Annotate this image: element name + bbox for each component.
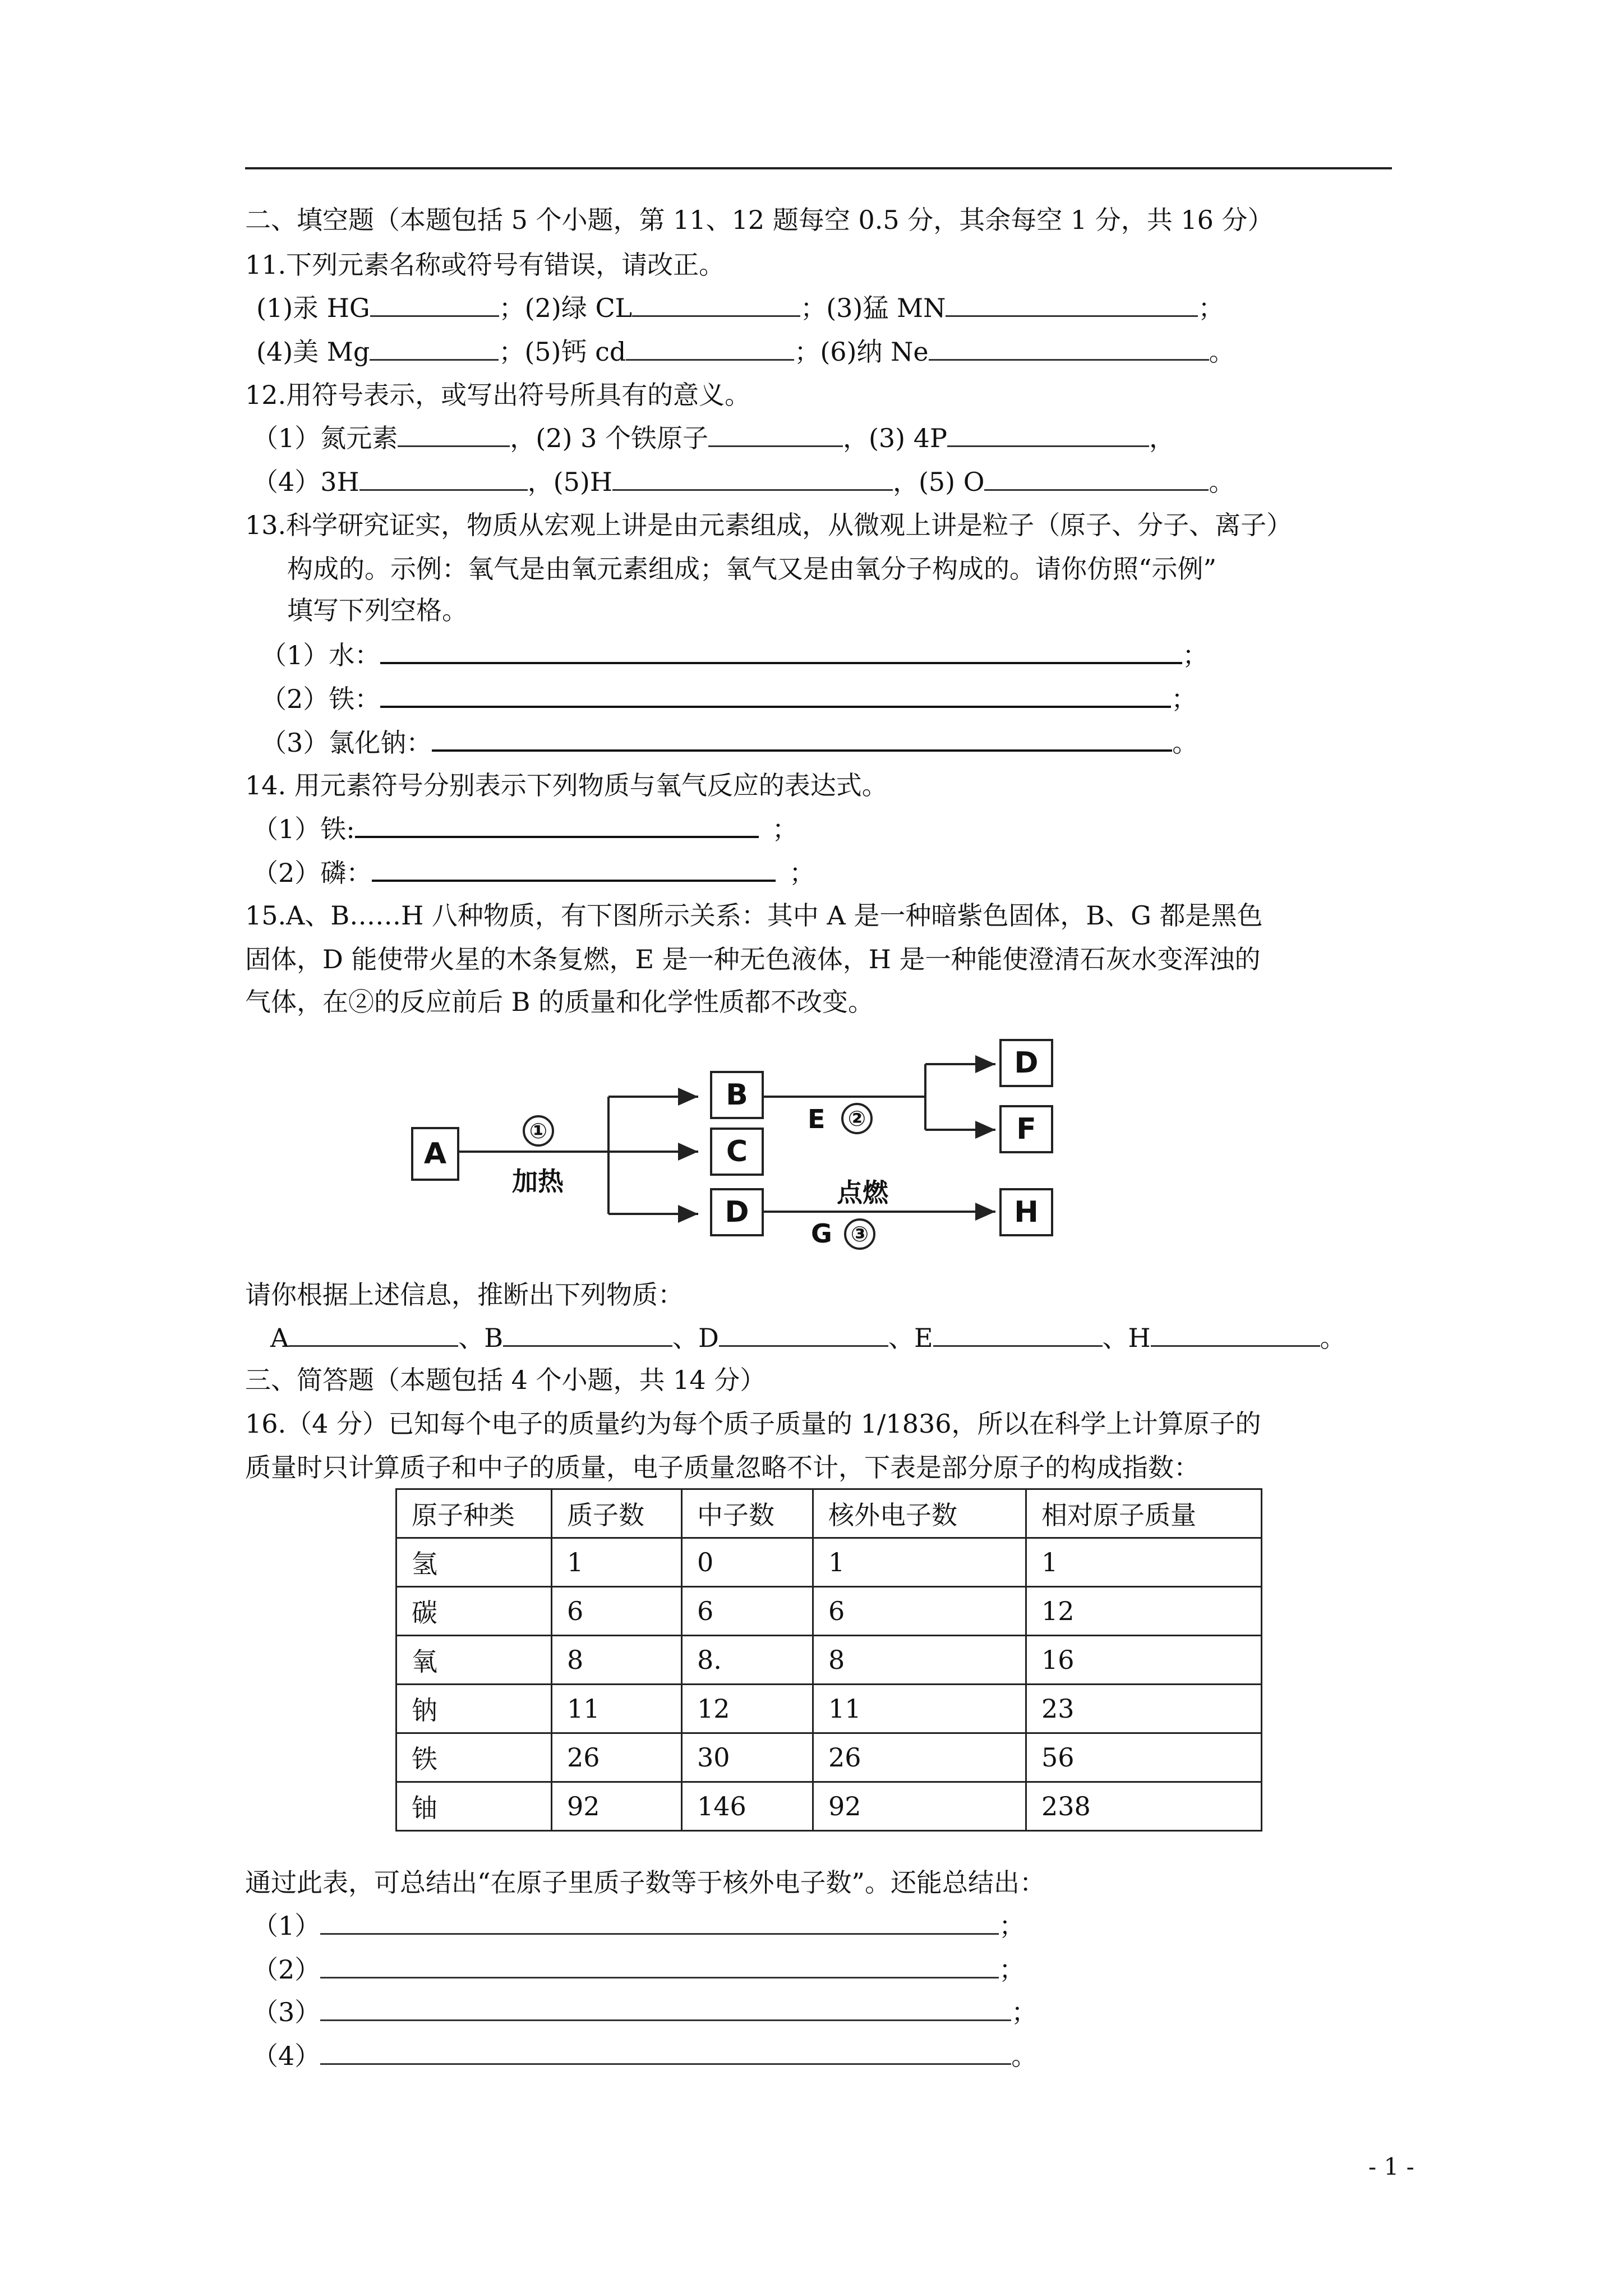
q16-item4: [252, 2039, 1037, 2073]
q14-item2-label: （2）磷：: [252, 858, 372, 888]
q15-stem-3: 气体，在②的反应前后 B 的质量和化学性质都不改变。: [245, 987, 874, 1017]
q12-item5: ，(5)H: [527, 467, 612, 497]
q12-item4: （4）3H: [252, 467, 359, 497]
table-cell: 铁: [396, 1733, 552, 1782]
box-d: D: [710, 1188, 764, 1236]
q13-stem-3: 填写下列空格。: [287, 595, 468, 625]
step-3-marker: ③: [844, 1218, 875, 1250]
q12-item1: （1）氮元素: [252, 423, 398, 453]
table-cell: 26: [813, 1733, 1026, 1782]
q15-blank-a[interactable]: [289, 1320, 458, 1347]
table-header-cell: 中子数: [682, 1489, 813, 1538]
box-h: H: [999, 1188, 1053, 1236]
q16-item2-end: ；: [999, 1954, 1025, 1985]
q13-item3-end: 。: [1172, 728, 1198, 758]
q13-stem-2: 构成的。示例：氧气是由氧元素组成；氧气又是由氧分子构成的。请你仿照“示例”: [287, 554, 1217, 584]
q13-item3-label: （3）氯化钠：: [261, 728, 432, 758]
q11-item2: ；(2)绿 CL: [499, 293, 633, 323]
q15-label-e: 、E: [888, 1323, 933, 1353]
q11-row2-end: 。: [1209, 337, 1235, 367]
q12-item2: ，(2) 3 个铁原子: [510, 423, 708, 453]
table-cell: 92: [813, 1782, 1026, 1831]
q16-item3-label: （3）: [252, 1997, 321, 2027]
q15-blank-h[interactable]: [1151, 1320, 1320, 1347]
q15-blank-d[interactable]: [719, 1320, 888, 1347]
q13-item2-end: ；: [1171, 684, 1197, 714]
q11-item1: (1)汞 HG: [256, 293, 370, 323]
table-cell: 8: [552, 1636, 682, 1685]
table-cell: 11: [552, 1685, 682, 1733]
table-cell: 6: [813, 1587, 1026, 1636]
table-cell: 铀: [396, 1782, 552, 1831]
q16-blank3[interactable]: [320, 1995, 1011, 2021]
table-cell: 56: [1026, 1733, 1262, 1782]
q15-label-h: 、H: [1102, 1323, 1151, 1353]
q14-item2-end: ；: [789, 858, 815, 888]
q16-blank2[interactable]: [320, 1952, 999, 1978]
step-3-condition: 点燃: [837, 1177, 888, 1208]
table-row: [396, 1636, 1262, 1685]
step-3-reagent: G: [811, 1218, 832, 1249]
table-cell: 氧: [396, 1636, 552, 1685]
q11-item3: ；(3)猛 MN: [800, 293, 946, 323]
table-cell: 26: [552, 1733, 682, 1782]
table-cell: 146: [682, 1782, 813, 1831]
table-cell: 6: [552, 1587, 682, 1636]
q16-item1-label: （1）: [252, 1911, 321, 1941]
q15-answers: [270, 1320, 1346, 1355]
table-cell: 0: [682, 1538, 813, 1587]
q11-item4: (4)美 Mg: [256, 337, 370, 367]
table-cell: 1: [1026, 1538, 1262, 1587]
section2-heading: 二、填空题（本题包括 5 个小题，第 11、12 题每空 0.5 分，其余每空 1 分，共 16 分）: [245, 205, 1274, 235]
table-header-cell: 核外电子数: [813, 1489, 1026, 1538]
q16-blank1[interactable]: [320, 1908, 999, 1935]
table-cell: 16: [1026, 1636, 1262, 1685]
q13-item1-label: （1）水：: [261, 640, 381, 670]
q12-item3: ，(3) 4P: [842, 423, 947, 453]
table-cell: 11: [813, 1685, 1026, 1733]
q15-stem-2: 固体，D 能使带火星的木条复燃，E 是一种无色液体，H 是一种能使澄清石灰水变浑浊的: [245, 944, 1261, 974]
step-2-reagent: E: [808, 1104, 826, 1134]
table-row: [396, 1587, 1262, 1636]
q16-item3-end: ；: [1011, 1997, 1038, 2027]
step-2-marker: ②: [841, 1103, 873, 1134]
box-b: B: [710, 1071, 764, 1119]
step-1-condition: 加热: [512, 1166, 564, 1197]
q11-item5: ；(5)钙 cd: [499, 337, 626, 367]
q16-item2-label: （2）: [252, 1954, 321, 1985]
table-header-cell: 相对原子质量: [1026, 1489, 1262, 1538]
q12-item6: ，(5) O: [892, 467, 985, 497]
q14-item1-label: （1）铁:: [252, 814, 355, 844]
table-cell: 12: [1026, 1587, 1262, 1636]
box-a: A: [411, 1127, 459, 1181]
q14-item1-end: ；: [772, 814, 798, 844]
q15-label-a: A: [270, 1323, 289, 1353]
q14-stem: 14. 用元素符号分别表示下列物质与氧气反应的表达式。: [245, 770, 888, 800]
q12-stem: 12.用符号表示，或写出符号所具有的意义。: [245, 380, 751, 410]
box-f: F: [999, 1105, 1053, 1153]
q13-item1-end: ；: [1182, 640, 1209, 670]
q15-prompt: 请你根据上述信息，推断出下列物质：: [245, 1280, 684, 1310]
q16-item1: [252, 1908, 1025, 1943]
table-cell: 1: [813, 1538, 1026, 1587]
q11-item6: ；(6)纳 Ne: [794, 337, 929, 367]
table-cell: 1: [552, 1538, 682, 1587]
table-cell: 8: [813, 1636, 1026, 1685]
q11-row1-end: ；: [1198, 293, 1224, 323]
q16-stem-1: 16.（4 分）已知每个电子的质量约为每个质子质量的 1/1836，所以在科学上计算原子的: [245, 1409, 1261, 1439]
atom-composition-table: [395, 1488, 1262, 1832]
box-c: C: [710, 1128, 764, 1176]
q16-blank4[interactable]: [320, 2039, 1011, 2065]
table-header-row: [396, 1489, 1262, 1538]
q16-item3: [252, 1995, 1037, 2029]
section3-heading: 三、简答题（本题包括 4 个小题，共 14 分）: [245, 1365, 766, 1395]
table-header-cell: 原子种类: [396, 1489, 552, 1538]
table-cell: 92: [552, 1782, 682, 1831]
table-row: [396, 1685, 1262, 1733]
q16-item1-end: ；: [999, 1911, 1025, 1941]
page-number: - 1 -: [1368, 2153, 1414, 2180]
q15-answers-end: 。: [1320, 1323, 1346, 1353]
q13-stem-1: 13.科学研究证实，物质从宏观上讲是由元素组成，从微观上讲是粒子（原子、分子、离子）: [245, 510, 1293, 540]
table-cell: 23: [1026, 1685, 1262, 1733]
box-d-top: D: [999, 1039, 1053, 1087]
table-cell: 238: [1026, 1782, 1262, 1831]
table-cell: 碳: [396, 1587, 552, 1636]
table-cell: 30: [682, 1733, 813, 1782]
table-cell: 6: [682, 1587, 813, 1636]
q15-label-b: 、B: [458, 1323, 504, 1353]
table-cell: 氢: [396, 1538, 552, 1587]
table-row: [396, 1733, 1262, 1782]
step-1-marker: ①: [523, 1115, 554, 1147]
q15-blank-e[interactable]: [933, 1320, 1103, 1347]
table-row: [396, 1782, 1262, 1831]
q16-item2: [252, 1952, 1025, 1986]
table-cell: 8.: [682, 1636, 813, 1685]
q12-row1-end: ，: [1149, 423, 1175, 453]
q13-item2-label: （2）铁：: [261, 684, 381, 714]
table-row: [396, 1538, 1262, 1587]
q16-summary: 通过此表，可总结出“在原子里质子数等于核外电子数”。还能总结出：: [245, 1867, 1046, 1898]
q16-stem-2: 质量时只计算质子和中子的质量，电子质量忽略不计，下表是部分原子的构成指数：: [245, 1452, 1200, 1483]
q16-item4-label: （4）: [252, 2041, 321, 2071]
q16-item4-end: 。: [1011, 2041, 1038, 2071]
q12-row2-end: 。: [1209, 467, 1235, 497]
q15-label-d: 、D: [672, 1323, 719, 1353]
q15-stem-1: 15.A、B……H 八种物质，有下图所示关系：其中 A 是一种暗紫色固体，B、G 都是黑色: [245, 900, 1263, 931]
q11-stem: 11.下列元素名称或符号有错误，请改正。: [245, 250, 725, 280]
q15-blank-b[interactable]: [503, 1320, 672, 1347]
table-header-cell: 质子数: [552, 1489, 682, 1538]
table-cell: 钠: [396, 1685, 552, 1733]
table-cell: 12: [682, 1685, 813, 1733]
